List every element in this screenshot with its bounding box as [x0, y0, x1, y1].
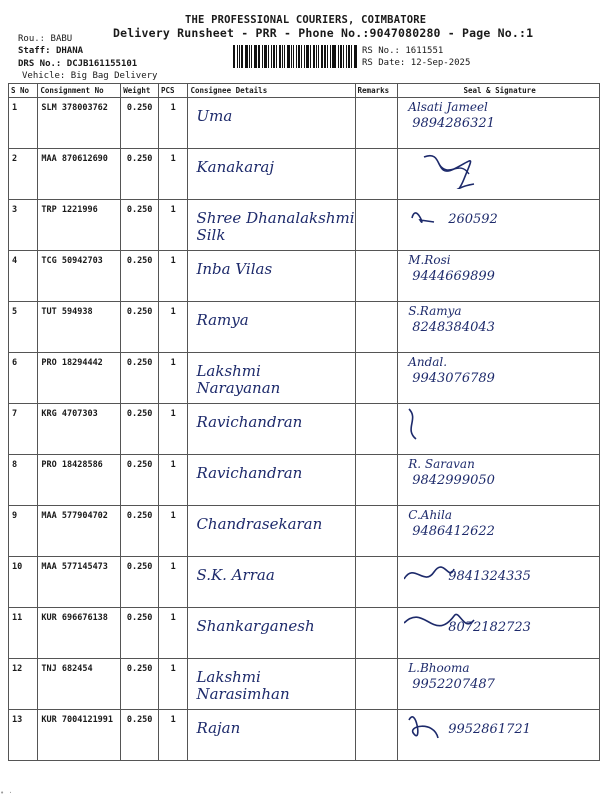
row-sno: 1 — [9, 98, 38, 149]
barcode-bar — [310, 45, 311, 68]
row-signature — [398, 608, 600, 659]
row-pcs: 1 — [158, 659, 187, 710]
row-weight: 0.250 — [121, 557, 159, 608]
signature-name: Andal. — [408, 355, 448, 369]
table-row — [9, 251, 600, 302]
row-sno: 10 — [9, 557, 38, 608]
rs-no-label: RS No.: — [362, 46, 400, 56]
table-row — [9, 404, 600, 455]
barcode-bar — [321, 45, 323, 68]
row-remarks — [355, 404, 398, 455]
row-consignee — [188, 98, 355, 149]
row-consignment: TCG 50942703 — [38, 251, 121, 302]
row-remarks — [355, 455, 398, 506]
barcode-bar — [327, 45, 328, 68]
barcode-bar — [293, 45, 294, 68]
barcode-bar — [333, 45, 336, 68]
rs-no-line — [362, 46, 443, 56]
row-pcs: 1 — [158, 557, 187, 608]
row-signature — [398, 506, 600, 557]
row-remarks — [355, 608, 398, 659]
signature-phone: 9841324335 — [448, 569, 531, 584]
table-row — [9, 302, 600, 353]
barcode-bar — [268, 45, 269, 68]
row-weight: 0.250 — [121, 353, 159, 404]
barcode-bar — [330, 45, 331, 68]
route-label: Rou — [18, 34, 35, 44]
signature-phone: 9952861721 — [448, 722, 531, 737]
row-sno: 8 — [9, 455, 38, 506]
runsheet-title: Delivery Runsheet - PRR - Phone No.:9047080280 - Page No.:1 — [113, 26, 534, 40]
row-pcs: 1 — [158, 302, 187, 353]
row-remarks — [355, 200, 398, 251]
barcode-bar — [282, 45, 283, 68]
row-remarks — [355, 659, 398, 710]
row-signature — [398, 455, 600, 506]
table-header — [9, 84, 600, 98]
drs-line — [18, 59, 137, 69]
signature-phone: 8248384043 — [412, 320, 495, 335]
col-pcs: PCS — [158, 84, 187, 98]
row-weight: 0.250 — [121, 302, 159, 353]
consignee-line-1: Ramya — [196, 311, 249, 329]
signature-phone: 9943076789 — [412, 371, 495, 386]
row-sno: 4 — [9, 251, 38, 302]
barcode-bar — [338, 45, 339, 68]
barcode-bar — [255, 45, 257, 68]
signature-name: M.Rosi — [408, 253, 451, 267]
signature-name: C.Ahila — [408, 508, 452, 522]
signature-phone: 9444669899 — [412, 269, 495, 284]
signature-scribble — [404, 149, 484, 189]
row-consignment: PRO 18294442 — [38, 353, 121, 404]
row-weight: 0.250 — [121, 608, 159, 659]
row-signature — [398, 557, 600, 608]
barcode-bar — [276, 45, 277, 68]
barcode-bar — [284, 45, 285, 68]
barcode-bar — [354, 45, 357, 68]
row-consignee — [188, 302, 355, 353]
barcode-bar — [279, 45, 281, 68]
row-consignee — [188, 608, 355, 659]
row-consignment: MAA 577904702 — [38, 506, 121, 557]
route-value: BABU — [50, 34, 73, 44]
barcode-bar — [262, 45, 263, 68]
row-signature — [398, 659, 600, 710]
row-consignee — [188, 149, 355, 200]
row-pcs: 1 — [158, 251, 187, 302]
barcode-bar — [346, 45, 347, 68]
row-consignment: KRG 4707303 — [38, 404, 121, 455]
signature-phone: 9894286321 — [412, 116, 495, 131]
row-consignment: TNJ 682454 — [38, 659, 121, 710]
consignee-line-1: Ravichandran — [196, 413, 303, 431]
consignee-line-1: Ravichandran — [196, 464, 303, 482]
consignee-line-1: Lakshmi — [196, 362, 261, 380]
table-row — [9, 557, 600, 608]
col-sno: S No — [9, 84, 38, 98]
consignee-line-1: Lakshmi — [196, 668, 261, 686]
table-row — [9, 608, 600, 659]
row-remarks — [355, 353, 398, 404]
rs-date-value: 12-Sep-2025 — [410, 58, 471, 68]
row-sno: 5 — [9, 302, 38, 353]
barcode-bar — [301, 45, 302, 68]
row-pcs: 1 — [158, 455, 187, 506]
barcode-bar — [233, 45, 235, 68]
staff-line — [18, 46, 83, 56]
signature-phone: 9952207487 — [412, 677, 495, 692]
staff-value: DHANA — [55, 46, 84, 56]
row-signature — [398, 98, 600, 149]
row-consignee — [188, 251, 355, 302]
table-row — [9, 200, 600, 251]
vehicle-label: Vehicle: — [22, 71, 66, 81]
row-weight: 0.250 — [121, 404, 159, 455]
consignee-line-1: Chandrasekaran — [196, 515, 323, 533]
barcode-bar — [239, 45, 240, 68]
consignee-line-2: Narayanan — [196, 379, 281, 397]
col-consignment: Consignment No — [38, 84, 121, 98]
barcode-bar — [348, 45, 350, 68]
barcode-bar — [237, 45, 238, 68]
row-signature — [398, 251, 600, 302]
signature-name: S.Ramya — [408, 304, 462, 318]
barcode-bar — [324, 45, 326, 68]
row-consignment: KUR 7004121991 — [38, 710, 121, 761]
row-weight: 0.250 — [121, 506, 159, 557]
company-title: THE PROFESSIONAL COURIERS, COIMBATORE — [185, 14, 427, 26]
row-weight: 0.250 — [121, 659, 159, 710]
barcode-bar — [258, 45, 260, 68]
signature-phone: 260592 — [448, 212, 498, 227]
row-remarks — [355, 98, 398, 149]
rs-date-label: RS Date: — [362, 58, 406, 68]
barcode-bar — [298, 45, 300, 68]
row-consignee — [188, 455, 355, 506]
barcode-bar — [296, 45, 297, 68]
table-row — [9, 98, 600, 149]
signature-phone: 9842999050 — [412, 473, 495, 488]
scan-edge-mark: • · — [0, 789, 13, 797]
row-pcs: 1 — [158, 353, 187, 404]
barcode-bar — [343, 45, 344, 68]
row-sno: 11 — [9, 608, 38, 659]
runsheet-table — [8, 83, 600, 761]
row-signature — [398, 200, 600, 251]
barcode-bar — [264, 45, 267, 68]
barcode-bar — [332, 45, 333, 68]
row-weight: 0.250 — [121, 200, 159, 251]
barcode — [233, 45, 358, 68]
row-consignee — [188, 353, 355, 404]
table-row — [9, 506, 600, 557]
row-consignment: KUR 696676138 — [38, 608, 121, 659]
barcode-bar — [287, 45, 290, 68]
row-consignment: TUT 594938 — [38, 302, 121, 353]
barcode-bar — [241, 45, 243, 68]
col-weight: Weight — [121, 84, 159, 98]
row-signature — [398, 149, 600, 200]
signature-phone: 8072182723 — [448, 620, 531, 635]
signature-name: Alsati Jameel — [408, 100, 488, 114]
signature-name: R. Saravan — [408, 457, 475, 471]
consignee-line-2: Narasimhan — [196, 685, 290, 703]
row-remarks — [355, 149, 398, 200]
row-consignee — [188, 710, 355, 761]
route-line: Rou.: BABU — [18, 34, 73, 44]
consignee-line-1: Shree Dhanalakshmi — [196, 209, 355, 227]
row-remarks — [355, 302, 398, 353]
row-consignee — [188, 506, 355, 557]
barcode-bar — [316, 45, 317, 68]
barcode-bar — [304, 45, 305, 68]
row-sno: 13 — [9, 710, 38, 761]
drs-value: DCJB161155101 — [66, 59, 138, 69]
consignee-line-1: Rajan — [196, 719, 241, 737]
row-signature — [398, 404, 600, 455]
row-consignee — [188, 659, 355, 710]
row-remarks — [355, 506, 398, 557]
row-consignment: PRO 18428586 — [38, 455, 121, 506]
row-consignee — [188, 200, 355, 251]
row-sno: 2 — [9, 149, 38, 200]
row-consignment: MAA 577145473 — [38, 557, 121, 608]
vehicle-line — [22, 71, 157, 81]
row-remarks — [355, 251, 398, 302]
consignee-line-1: Inba Vilas — [196, 260, 273, 278]
row-remarks — [355, 710, 398, 761]
table-row — [9, 455, 600, 506]
drs-label: DRS No.: — [18, 59, 62, 69]
row-sno: 6 — [9, 353, 38, 404]
row-weight: 0.250 — [121, 98, 159, 149]
table-row — [9, 659, 600, 710]
vehicle-value: Big Bag Delivery — [70, 71, 158, 81]
table-row — [9, 353, 600, 404]
barcode-bar — [245, 45, 248, 68]
row-sno: 7 — [9, 404, 38, 455]
signature-name: L.Bhooma — [408, 661, 470, 675]
table-row — [9, 149, 600, 200]
row-signature — [398, 710, 600, 761]
barcode-bar — [291, 45, 293, 68]
consignee-line-1: S.K. Arraa — [196, 566, 275, 584]
signature-scribble — [404, 404, 484, 444]
consignee-line-1: Shankarganesh — [196, 617, 315, 635]
staff-label: Staff: — [18, 46, 51, 56]
col-signature: Seal & Signature — [398, 84, 600, 98]
barcode-bar — [318, 45, 319, 68]
consignee-line-2: Silk — [196, 226, 226, 244]
row-pcs: 1 — [158, 506, 187, 557]
row-pcs: 1 — [158, 404, 187, 455]
row-sno: 3 — [9, 200, 38, 251]
row-signature — [398, 302, 600, 353]
consignee-line-1: Uma — [196, 107, 233, 125]
barcode-bar — [273, 45, 275, 68]
row-consignment: MAA 870612690 — [38, 149, 121, 200]
row-signature — [398, 353, 600, 404]
rs-no-value: 1611551 — [405, 46, 444, 56]
table-row — [9, 710, 600, 761]
row-pcs: 1 — [158, 608, 187, 659]
barcode-bar — [249, 45, 250, 68]
barcode-bar — [351, 45, 352, 68]
row-consignment: TRP 1221996 — [38, 200, 121, 251]
row-pcs: 1 — [158, 710, 187, 761]
row-pcs: 1 — [158, 98, 187, 149]
row-pcs: 1 — [158, 200, 187, 251]
row-weight: 0.250 — [121, 149, 159, 200]
barcode-bar — [254, 45, 255, 68]
barcode-bar — [340, 45, 342, 68]
row-weight: 0.250 — [121, 710, 159, 761]
row-sno: 12 — [9, 659, 38, 710]
row-weight: 0.250 — [121, 455, 159, 506]
consignee-line-1: Kanakaraj — [196, 158, 275, 176]
barcode-bar — [306, 45, 309, 68]
rs-date-line — [362, 58, 470, 68]
barcode-bar — [313, 45, 315, 68]
row-pcs: 1 — [158, 149, 187, 200]
row-consignment: SLM 378003762 — [38, 98, 121, 149]
col-consignee: Consignee Details — [188, 84, 355, 98]
col-remarks: Remarks — [355, 84, 398, 98]
signature-phone: 9486412622 — [412, 524, 495, 539]
row-remarks — [355, 557, 398, 608]
row-consignee — [188, 404, 355, 455]
barcode-bar — [251, 45, 252, 68]
row-consignee — [188, 557, 355, 608]
barcode-bar — [271, 45, 272, 68]
row-weight: 0.250 — [121, 251, 159, 302]
row-sno: 9 — [9, 506, 38, 557]
